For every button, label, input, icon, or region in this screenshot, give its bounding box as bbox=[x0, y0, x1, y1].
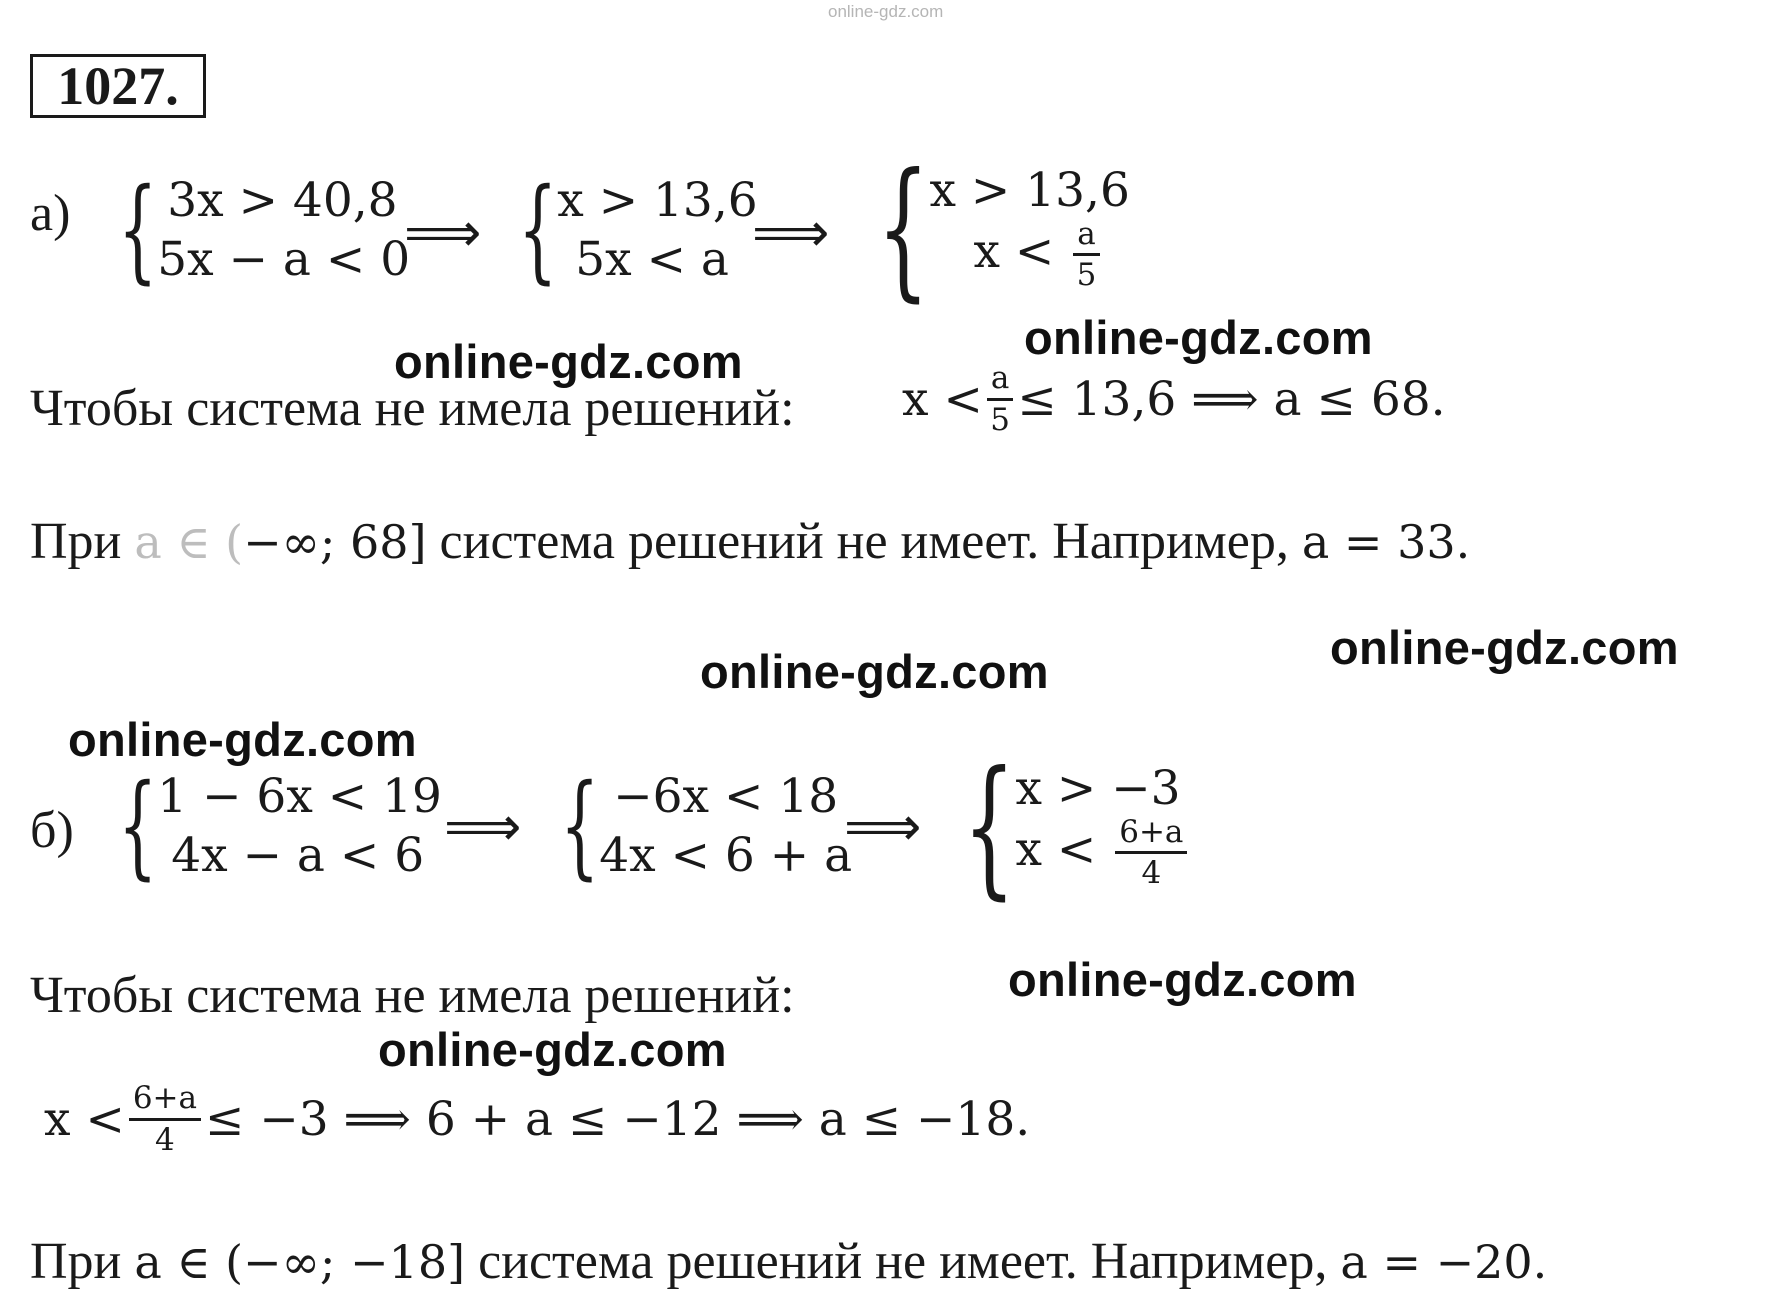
system-row: 5x − a < 0 bbox=[157, 232, 411, 287]
part-b-system-1 bbox=[86, 761, 442, 891]
watermark: online-gdz.com bbox=[394, 335, 743, 388]
system-row: x > 13,6 bbox=[557, 172, 758, 228]
system-row: x > −3 bbox=[1015, 761, 1181, 817]
implies-arrow-icon: ⟹ bbox=[444, 795, 522, 858]
answer-faded-symbol: a ∈ ( bbox=[134, 515, 244, 569]
fraction-numerator: a bbox=[1073, 218, 1099, 257]
implies-arrow-icon: ⟹ bbox=[752, 201, 830, 264]
implies-arrow-icon: ⟹ bbox=[404, 201, 482, 264]
system-row bbox=[1015, 813, 1191, 892]
part-a-label: а) bbox=[30, 185, 71, 242]
part-b-system-2 bbox=[528, 761, 853, 891]
top-watermark: online-gdz.com bbox=[828, 2, 944, 21]
part-b-label: б) bbox=[30, 802, 74, 859]
part-a-system-1 bbox=[86, 165, 411, 295]
watermark: online-gdz.com bbox=[378, 1023, 727, 1076]
brace-icon: { bbox=[118, 761, 158, 891]
implies-arrow-icon: ⟹ bbox=[844, 795, 922, 858]
brace-icon: { bbox=[118, 165, 158, 295]
problem-number: 1027. bbox=[30, 54, 206, 118]
watermark: online-gdz.com bbox=[68, 713, 417, 766]
condition-left: x < bbox=[902, 371, 983, 427]
fraction-denominator: 4 bbox=[1141, 855, 1162, 892]
part-a-system-2 bbox=[486, 165, 758, 295]
watermark: online-gdz.com bbox=[1024, 311, 1373, 364]
brace-icon: { bbox=[560, 761, 600, 891]
condition-right: ≤ −3 ⟹ 6 + a ≤ −12 ⟹ a ≤ −18. bbox=[205, 1091, 1031, 1147]
brace-icon: { bbox=[518, 165, 558, 295]
fraction-6a-over-4 bbox=[129, 1082, 201, 1156]
system-row: x > 13,6 bbox=[929, 163, 1130, 219]
answer-prefix: При bbox=[30, 513, 122, 570]
system-row-left: x < bbox=[973, 223, 1055, 279]
watermark: online-gdz.com bbox=[1008, 953, 1357, 1006]
fraction-6a-over-4 bbox=[1115, 813, 1187, 892]
fraction-numerator: a bbox=[987, 362, 1013, 401]
part-a-condition-math bbox=[902, 362, 1446, 436]
answer-interval: a ∈ (−∞; −18] bbox=[134, 1235, 466, 1289]
system-row: 3x > 40,8 bbox=[167, 172, 398, 228]
part-b-condition-text: Чтобы система не имела решений: bbox=[30, 967, 795, 1024]
part-b-condition-math bbox=[44, 1082, 1030, 1156]
watermark: online-gdz.com bbox=[700, 645, 1049, 698]
part-a-system-3 bbox=[834, 142, 1130, 316]
part-b-system-3 bbox=[920, 740, 1191, 914]
part-a-answer bbox=[30, 513, 1471, 570]
answer-text: система решений не имеет. Например, bbox=[478, 1233, 1328, 1290]
brace-icon: { bbox=[962, 740, 1016, 914]
system-row: 1 − 6x < 19 bbox=[157, 768, 442, 824]
answer-example: a = 33. bbox=[1301, 515, 1471, 569]
fraction-a-over-5 bbox=[1073, 215, 1099, 294]
watermark: online-gdz.com bbox=[1330, 621, 1679, 674]
fraction-numerator: 6+a bbox=[129, 1082, 201, 1121]
condition-right: ≤ 13,6 ⟹ a ≤ 68. bbox=[1017, 371, 1446, 427]
system-row-left: x < bbox=[1015, 821, 1097, 877]
system-row: 4x < 6 + a bbox=[599, 828, 853, 883]
answer-example: a = −20. bbox=[1340, 1235, 1548, 1289]
system-row: 5x < a bbox=[575, 232, 729, 287]
part-a-condition-text: Чтобы система не имела решений: bbox=[30, 380, 795, 437]
fraction-denominator: 5 bbox=[1076, 257, 1097, 294]
brace-icon: { bbox=[876, 142, 930, 316]
system-row: −6x < 18 bbox=[613, 768, 839, 824]
answer-prefix: При bbox=[30, 1233, 122, 1290]
fraction-denominator: 4 bbox=[155, 1121, 175, 1158]
system-row: 4x − a < 6 bbox=[171, 828, 425, 883]
fraction-denominator: 5 bbox=[990, 401, 1010, 438]
answer-text: система решений не имеет. Например, bbox=[439, 513, 1289, 570]
system-row bbox=[929, 215, 1129, 294]
fraction-a-over-5 bbox=[987, 362, 1013, 436]
part-b-answer bbox=[30, 1233, 1548, 1290]
fraction-numerator: 6+a bbox=[1115, 816, 1187, 855]
condition-left: x < bbox=[44, 1091, 125, 1147]
answer-interval: −∞; 68] bbox=[243, 515, 427, 569]
